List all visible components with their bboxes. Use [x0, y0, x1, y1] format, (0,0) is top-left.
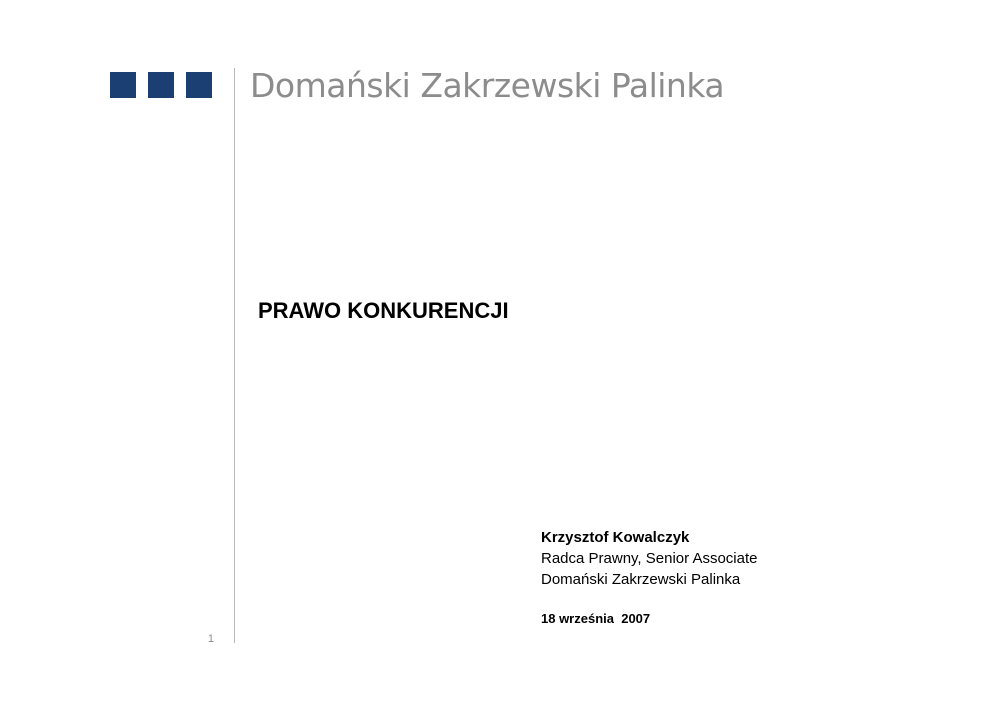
presenter-block	[541, 527, 758, 590]
logo-square-1	[110, 72, 136, 98]
firm-name-header: Domański Zakrzewski Palinka	[250, 66, 725, 105]
presenter-position: Radca Prawny, Senior Associate	[541, 550, 758, 567]
logo	[110, 72, 212, 98]
logo-square-2	[148, 72, 174, 98]
logo-square-3	[186, 72, 212, 98]
slide-title: PRAWO KONKURENCJI	[258, 298, 509, 323]
presenter-name: Krzysztof Kowalczyk	[541, 529, 690, 546]
presenter-company: Domański Zakrzewski Palinka	[541, 571, 741, 588]
presentation-date: 18 września 2007	[541, 611, 651, 626]
vertical-divider	[234, 68, 235, 643]
page-number: 1	[207, 633, 214, 645]
